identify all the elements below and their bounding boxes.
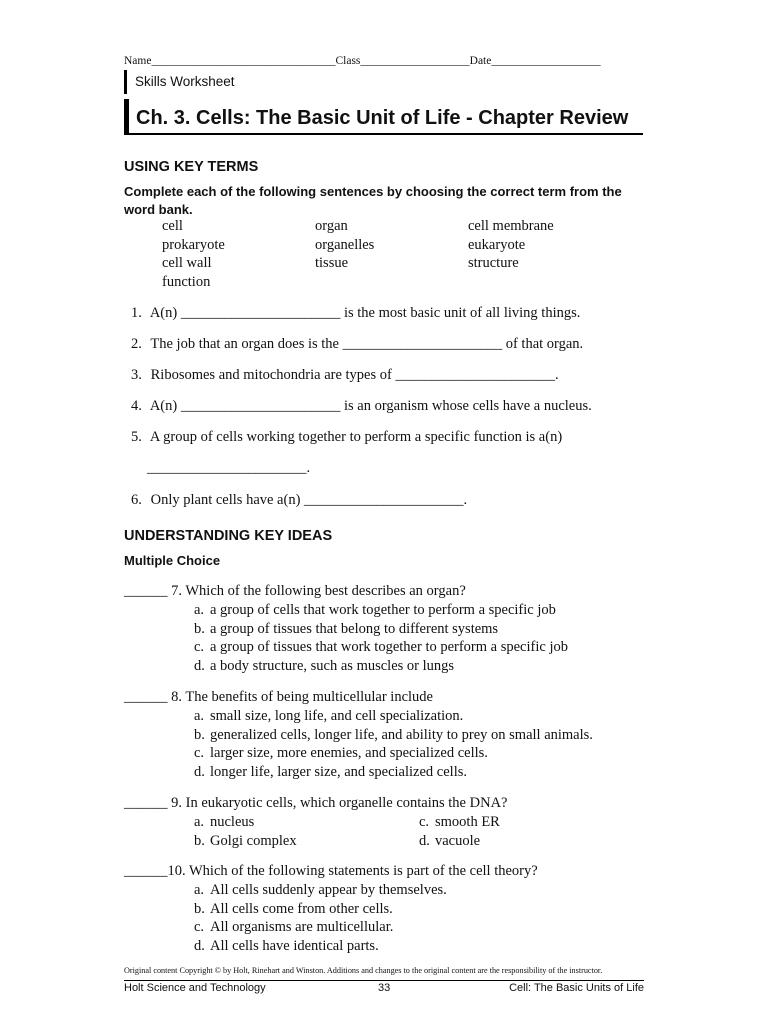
answer-option[interactable] (194, 832, 419, 851)
option-text: a group of tissues that work together to perform a specific job (210, 639, 568, 656)
fill-in-question[interactable] (131, 492, 651, 509)
option-text: longer life, larger size, and specialized cells. (210, 763, 467, 780)
option-text: All cells have identical parts. (210, 937, 379, 954)
option-text: a group of cells that work together to perform a specific job (210, 602, 556, 618)
question-text: A(n) ______________________ is an organism whose cells have a nucleus. (149, 398, 592, 414)
option-letter: c. (419, 814, 430, 830)
option-text: All cells suddenly appear by themselves. (210, 882, 447, 898)
multiple-choice-question (124, 582, 644, 675)
page-footer (124, 980, 644, 996)
option-letter: c. (194, 919, 205, 936)
answer-option[interactable] (194, 657, 644, 676)
option-letter: c. (194, 639, 205, 656)
key-terms-heading: USING KEY TERMS (124, 159, 259, 175)
answer-option[interactable] (194, 937, 644, 956)
word-bank-term: cell wall (162, 255, 212, 272)
option-letter: d. (194, 657, 205, 674)
option-letter: b. (194, 832, 205, 849)
answer-option[interactable] (194, 918, 644, 937)
footer-publisher: Holt Science and Technology (124, 982, 266, 994)
word-bank-term: function (162, 273, 211, 290)
page-title: Ch. 3. Cells: The Basic Unit of Life - Chapter Review (136, 107, 629, 129)
title-block (124, 99, 643, 135)
option-text: nucleus (210, 814, 255, 830)
option-letter: b. (194, 620, 205, 637)
name-field[interactable]: Name________________________________ (124, 55, 336, 67)
key-ideas-heading: UNDERSTANDING KEY IDEAS (124, 528, 333, 544)
option-text: All cells come from other cells. (210, 900, 393, 917)
word-bank-term: cell membrane (468, 218, 554, 234)
option-letter: b. (194, 900, 205, 917)
answer-option[interactable] (419, 832, 599, 851)
option-letter: d. (194, 763, 205, 780)
option-letter: d. (194, 937, 205, 954)
copyright-notice: Original content Copyright © by Holt, Rinehart and Winston. Additions and changes to the original content are the responsibility of the instructor. (124, 966, 603, 975)
date-field[interactable]: Date___________________ (469, 55, 601, 67)
multiple-choice-heading: Multiple Choice (124, 553, 221, 568)
option-text: larger size, more enemies, and specialized cells. (210, 745, 488, 762)
question-number: 6. (131, 492, 142, 508)
question-text: The job that an organ does is the ______________________ of that organ. (150, 336, 584, 352)
answer-option[interactable] (419, 813, 599, 832)
word-bank-term: structure (468, 255, 519, 272)
question-number: 5. (131, 429, 142, 445)
answer-option[interactable] (194, 601, 644, 620)
word-bank-term: tissue (315, 255, 349, 272)
fill-in-question[interactable] (131, 429, 651, 446)
question-stem[interactable]: ______10. Which of the following statements is part of the cell theory? (124, 863, 538, 879)
fill-in-question[interactable] (131, 398, 651, 415)
answer-option[interactable] (194, 726, 644, 745)
option-letter: a. (194, 882, 205, 898)
answer-option[interactable] (194, 707, 644, 726)
fill-in-question[interactable] (131, 305, 651, 322)
fill-in-question[interactable] (131, 336, 651, 353)
option-text: vacuole (435, 832, 481, 849)
word-bank-term: cell (162, 218, 183, 234)
option-text: Golgi complex (210, 832, 297, 849)
question-text: Ribosomes and mitochondria are types of ______________________. (150, 367, 559, 383)
worksheet-label: Skills Worksheet (124, 70, 235, 94)
multiple-choice-question (124, 794, 644, 850)
word-bank-term: organelles (315, 236, 375, 253)
option-text: small size, long life, and cell specialization. (210, 708, 464, 724)
question-text: A(n) ______________________ is the most basic unit of all living things. (149, 305, 581, 321)
fill-in-question[interactable] (131, 367, 651, 384)
question-number: 1. (131, 305, 142, 321)
word-bank (162, 218, 642, 292)
option-grid (194, 813, 644, 850)
word-bank-term: eukaryote (468, 236, 526, 253)
option-text: a group of tissues that belong to different systems (210, 620, 499, 637)
option-letter: a. (194, 814, 205, 830)
option-text: All organisms are multicellular. (210, 919, 394, 936)
student-header (124, 55, 644, 67)
answer-option[interactable] (194, 881, 644, 900)
option-letter: a. (194, 708, 205, 724)
answer-option[interactable] (194, 813, 419, 832)
option-text: smooth ER (435, 814, 500, 830)
answer-option[interactable] (194, 620, 644, 639)
answer-option[interactable] (194, 744, 644, 763)
answer-blank[interactable]: ______________________. (147, 460, 311, 476)
option-letter: d. (419, 832, 430, 849)
question-stem[interactable]: ______ 8. The benefits of being multicellular include (124, 689, 433, 705)
footer-chapter: Cell: The Basic Units of Life (509, 982, 644, 994)
question-stem[interactable]: ______ 7. Which of the following best describes an organ? (124, 583, 466, 599)
answer-option[interactable] (194, 900, 644, 919)
option-letter: c. (194, 745, 205, 762)
page-number: 33 (378, 982, 391, 994)
class-field[interactable]: Class___________________ (335, 55, 470, 67)
word-bank-term: organ (315, 218, 348, 234)
option-text: generalized cells, longer life, and ability to prey on small animals. (210, 726, 593, 743)
question-text: Only plant cells have a(n) ______________________. (150, 492, 468, 508)
answer-option[interactable] (194, 763, 644, 782)
word-bank-term: prokaryote (162, 236, 225, 253)
question-number: 2. (131, 336, 142, 352)
question-stem[interactable]: ______ 9. In eukaryotic cells, which organelle contains the DNA? (124, 795, 508, 811)
question-number: 3. (131, 367, 142, 383)
key-terms-instructions: Complete each of the following sentences by choosing the correct term from the word bank. (124, 184, 622, 217)
question-text: A group of cells working together to perform a specific function is a(n) (149, 429, 563, 445)
multiple-choice-question (124, 862, 644, 955)
option-text: a body structure, such as muscles or lungs (210, 657, 455, 674)
option-letter: b. (194, 726, 205, 743)
option-letter: a. (194, 602, 205, 618)
multiple-choice-question (124, 688, 644, 781)
answer-option[interactable] (194, 638, 644, 657)
question-number: 4. (131, 398, 142, 414)
